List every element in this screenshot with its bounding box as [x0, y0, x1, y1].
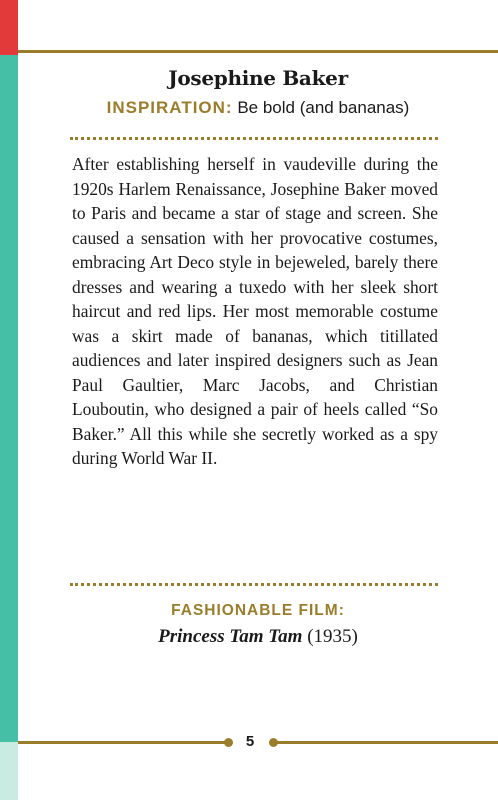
sidebar-pale-block — [0, 742, 18, 800]
footer-dot-left — [224, 738, 233, 747]
color-sidebar — [0, 0, 18, 800]
sidebar-red-block — [0, 0, 18, 55]
page-number: 5 — [245, 733, 255, 750]
film-year: (1935) — [307, 626, 358, 647]
film-title: Princess Tam Tam — [158, 626, 303, 647]
dotted-divider-bottom — [70, 583, 438, 586]
sidebar-teal-block — [0, 55, 18, 742]
film-title-line — [18, 626, 498, 648]
film-label: FASHIONABLE FILM: — [171, 602, 345, 619]
page-title: Josephine Baker — [168, 66, 348, 90]
footer-rule-right — [277, 741, 498, 744]
dotted-divider-top — [70, 137, 438, 140]
inspiration-line — [18, 98, 498, 118]
body-paragraph: After establishing herself in vaudeville during the 1920s Harlem Renaissance, Josephine Baker moved to Paris and became a star of stage and screen. She caused a sensation with her provocative costumes, embracing Art Deco style in bejeweled, barely there dresses and wearing a tuxedo with her sleek short haircut and red lips. Her most memorable costume was a skirt made of bananas, which titillated audiences and later inspired designers such as Jean Paul Gaultier, Marc Jacobs, and Christian Louboutin, who designed a pair of heels called “So Baker.” All this while she secretly worked as a spy during World War II. — [72, 154, 438, 468]
top-rule — [18, 50, 498, 53]
footer-rule-left — [18, 741, 226, 744]
inspiration-text: Be bold (and bananas) — [237, 98, 410, 117]
inspiration-label: INSPIRATION: — [106, 98, 233, 117]
